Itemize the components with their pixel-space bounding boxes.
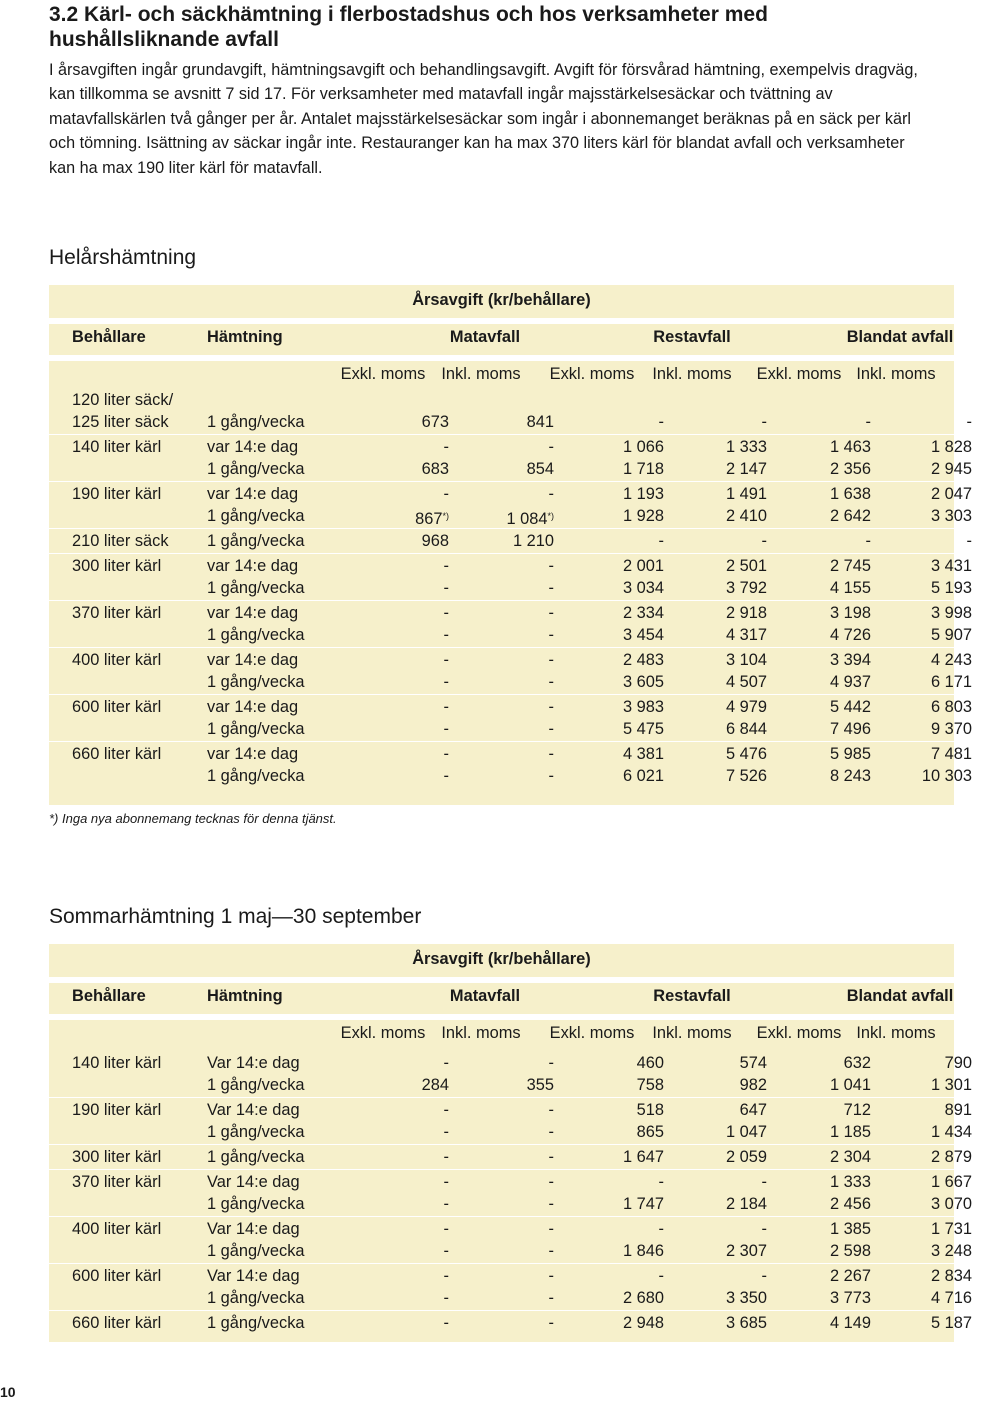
container-cell: 660 liter kärl [72, 745, 162, 763]
fee-value: 5 985 [829, 745, 871, 763]
container-cell: 600 liter kärl [72, 698, 162, 716]
schedule-cell: 1 gång/vecka [207, 460, 305, 478]
fee-value: 1 210 [512, 532, 554, 550]
schedule-cell: 1 gång/vecka [207, 1289, 305, 1307]
fee-value: - [443, 557, 449, 575]
schedule-cell: 1 gång/vecka [207, 1076, 305, 1094]
fee-value: - [761, 413, 767, 431]
fee-value: 3 248 [930, 1242, 972, 1260]
fee-value: 1 718 [622, 460, 664, 478]
schedule-cell: Var 14:e dag [207, 1267, 300, 1285]
fee-value: 518 [636, 1101, 664, 1119]
fee-value: 3 198 [829, 604, 871, 622]
section-title: 3.2 Kärl- och säckhämtning i flerbostadshus och hos verksamheter med hushållsliknande avfall [49, 3, 768, 51]
fee-value: - [761, 532, 767, 550]
footnote: *) Inga nya abonnemang tecknas för denna tjänst. [49, 811, 337, 826]
fee-value: 4 716 [930, 1289, 972, 1307]
fee-value: - [548, 1123, 554, 1141]
fee-value: 3 070 [930, 1195, 972, 1213]
table-separator [49, 1014, 954, 1020]
container-cell: 370 liter kärl [72, 1173, 162, 1191]
fee-value: - [761, 1220, 767, 1238]
fee-value: 2 879 [930, 1148, 972, 1166]
fee-value: - [443, 626, 449, 644]
fee-value: 790 [944, 1054, 972, 1072]
fee-value: 9 370 [930, 720, 972, 738]
row-divider [49, 1169, 954, 1170]
fee-value: - [443, 604, 449, 622]
fee-value: 1 731 [930, 1220, 972, 1238]
fee-header: Årsavgift (kr/behållare) [412, 950, 591, 968]
schedule-cell: 1 gång/vecka [207, 673, 305, 691]
fee-value: 3 104 [725, 651, 767, 669]
fee-value: - [658, 1220, 664, 1238]
fee-value: 1 828 [930, 438, 972, 456]
schedule-cell: 1 gång/vecka [207, 767, 305, 785]
fee-value: - [658, 1267, 664, 1285]
column-header: Matavfall [449, 987, 521, 1005]
schedule-cell: 1 gång/vecka [207, 626, 305, 644]
fee-value: 3 983 [622, 698, 664, 716]
fee-value: 3 773 [829, 1289, 871, 1307]
schedule-cell: Var 14:e dag [207, 1220, 300, 1238]
fee-header: Årsavgift (kr/behållare) [412, 291, 591, 309]
fee-value: 3 998 [930, 604, 972, 622]
fee-value: - [443, 1148, 449, 1166]
fee-value: 1 747 [622, 1195, 664, 1213]
table-separator [49, 318, 954, 324]
column-header: Restavfall [653, 987, 731, 1005]
fee-value: 1 463 [829, 438, 871, 456]
schedule-cell: var 14:e dag [207, 745, 299, 763]
fee-value: - [548, 1267, 554, 1285]
fee-value: - [443, 1173, 449, 1191]
fee-value: 4 243 [930, 651, 972, 669]
fee-value: - [443, 745, 449, 763]
fee-value: 3 303 [930, 507, 972, 525]
schedule-cell: 1 gång/vecka [207, 1195, 305, 1213]
row-divider [49, 553, 954, 554]
fee-value: - [443, 1314, 449, 1332]
row-divider [49, 1310, 954, 1311]
column-header: Restavfall [653, 328, 731, 346]
fee-value: 968 [421, 532, 449, 550]
schedule-cell: var 14:e dag [207, 698, 299, 716]
fee-value: 1 385 [829, 1220, 871, 1238]
fee-value: 4 937 [829, 673, 871, 691]
fee-value: 574 [739, 1054, 767, 1072]
fee-value: 5 187 [930, 1314, 972, 1332]
fee-value: 841 [526, 413, 554, 431]
fee-value: 3 685 [725, 1314, 767, 1332]
fee-value: 6 844 [725, 720, 767, 738]
fee-value: - [658, 1173, 664, 1191]
column-header: Blandat avfall [846, 987, 954, 1005]
fee-value: 683 [421, 460, 449, 478]
fee-value: 1 846 [622, 1242, 664, 1260]
fee-value: 2 267 [829, 1267, 871, 1285]
fee-value: - [443, 1289, 449, 1307]
fee-value: 1 333 [725, 438, 767, 456]
column-header: Blandat avfall [846, 328, 954, 346]
fee-value: 3 034 [622, 579, 664, 597]
fee-value: - [761, 1173, 767, 1191]
fee-value: 7 526 [725, 767, 767, 785]
fee-value: 7 481 [930, 745, 972, 763]
fee-value: 1 041 [829, 1076, 871, 1094]
fee-value: - [443, 698, 449, 716]
fee-value: 2 147 [725, 460, 767, 478]
column-header: Hämtning [207, 328, 283, 346]
fee-value: 2 680 [622, 1289, 664, 1307]
fee-value: 3 605 [622, 673, 664, 691]
page-number: 10 [0, 1384, 16, 1400]
moms-header: Exkl. moms [756, 365, 842, 383]
container-cell: 600 liter kärl [72, 1267, 162, 1285]
fee-table-summer [49, 944, 972, 1342]
table-heading-year-round: Helårshämtning [49, 246, 197, 269]
fee-value: 4 155 [829, 579, 871, 597]
fee-value: - [548, 557, 554, 575]
table-separator [49, 977, 954, 983]
fee-value: - [548, 1148, 554, 1166]
fee-value: 673 [421, 413, 449, 431]
schedule-cell: 1 gång/vecka [207, 579, 305, 597]
moms-header: Inkl. moms [652, 1024, 732, 1042]
fee-value: 2 834 [930, 1267, 972, 1285]
fee-value: - [443, 673, 449, 691]
fee-value: - [548, 1054, 554, 1072]
fee-value: 2 456 [829, 1195, 871, 1213]
fee-value: - [443, 438, 449, 456]
fee-value: 5 907 [930, 626, 972, 644]
fee-value: 1 185 [829, 1123, 871, 1141]
fee-value: 5 442 [829, 698, 871, 716]
fee-value: 758 [636, 1076, 664, 1094]
schedule-cell: var 14:e dag [207, 651, 299, 669]
fee-value: 1 066 [622, 438, 664, 456]
fee-value: 4 149 [829, 1314, 871, 1332]
fee-value: - [548, 579, 554, 597]
moms-header: Exkl. moms [340, 365, 426, 383]
container-cell: 400 liter kärl [72, 1220, 162, 1238]
schedule-cell: 1 gång/vecka [207, 1123, 305, 1141]
moms-header: Inkl. moms [441, 1024, 521, 1042]
fee-value: 2 918 [725, 604, 767, 622]
fee-value: 1 638 [829, 485, 871, 503]
fee-value: - [548, 1242, 554, 1260]
container-cell: 125 liter säck [72, 413, 169, 431]
row-divider [49, 647, 954, 648]
fee-value: - [548, 485, 554, 503]
container-cell: 190 liter kärl [72, 485, 162, 503]
fee-value: - [658, 413, 664, 431]
fee-value: - [443, 1267, 449, 1285]
schedule-cell: 1 gång/vecka [207, 1148, 305, 1166]
fee-value: - [443, 1242, 449, 1260]
fee-value: 3 792 [725, 579, 767, 597]
container-cell: 120 liter säck/ [72, 391, 174, 409]
column-header: Behållare [72, 328, 146, 346]
fee-value: 632 [843, 1054, 871, 1072]
fee-value: 1 491 [725, 485, 767, 503]
container-cell: 400 liter kärl [72, 651, 162, 669]
fee-value: 4 979 [725, 698, 767, 716]
fee-value: - [443, 485, 449, 503]
fee-value: - [658, 532, 664, 550]
fee-value: 8 243 [829, 767, 871, 785]
schedule-cell: var 14:e dag [207, 557, 299, 575]
fee-value: 2 356 [829, 460, 871, 478]
schedule-cell: var 14:e dag [207, 604, 299, 622]
schedule-cell: Var 14:e dag [207, 1054, 300, 1072]
fee-value: - [548, 604, 554, 622]
row-divider [49, 1097, 954, 1098]
intro-paragraph: I årsavgiften ingår grundavgift, hämtningsavgift och behandlingsavgift. Avgift för försvårad hämtning, exempelvis dragväg, kan tillkomma se avsnitt 7 sid 17. För verksamheter med matavfall ingår majsstärkelsesäckar och tvättning av matavfallskärlen två gånger per år. Antalet majsstärkelsesäckar som ingår i abonnemanget beräknas på en säck per kärl och tömning. Isättning av säckar ingår inte. Restauranger kan ha max 370 liters kärl för blandat avfall och verksamheter kan ha max 190 liter kärl för matavfall. [49, 61, 918, 177]
container-cell: 140 liter kärl [72, 438, 162, 456]
row-divider [49, 481, 954, 482]
fee-table-year-round [49, 285, 972, 805]
column-header: Behållare [72, 987, 146, 1005]
fee-value: 2 483 [622, 651, 664, 669]
column-header: Hämtning [207, 987, 283, 1005]
fee-value: 712 [843, 1101, 871, 1119]
fee-value: 2 184 [725, 1195, 767, 1213]
fee-value: 1 434 [930, 1123, 972, 1141]
fee-value: 2 307 [725, 1242, 767, 1260]
fee-value: 2 945 [930, 460, 972, 478]
fee-value: 3 394 [829, 651, 871, 669]
schedule-cell: Var 14:e dag [207, 1101, 300, 1119]
fee-value: 647 [739, 1101, 767, 1119]
fee-value: 2 304 [829, 1148, 871, 1166]
fee-value: - [548, 626, 554, 644]
fee-value: 7 496 [829, 720, 871, 738]
fee-value: 4 317 [725, 626, 767, 644]
row-divider [49, 741, 954, 742]
schedule-cell: 1 gång/vecka [207, 507, 305, 525]
fee-value: 10 303 [921, 767, 972, 785]
fee-value: 460 [636, 1054, 664, 1072]
row-divider [49, 434, 954, 435]
row-divider [49, 600, 954, 601]
fee-value: 1 084*) [506, 510, 554, 528]
fee-value: 2 059 [725, 1148, 767, 1166]
fee-value: 2 334 [622, 604, 664, 622]
moms-header: Inkl. moms [856, 1024, 936, 1042]
schedule-cell: var 14:e dag [207, 485, 299, 503]
moms-header: Exkl. moms [340, 1024, 426, 1042]
fee-value: - [548, 745, 554, 763]
fee-value: - [548, 767, 554, 785]
fee-value: 6 803 [930, 698, 972, 716]
fee-value: - [548, 1289, 554, 1307]
fee-value: 284 [421, 1076, 449, 1094]
fee-value: - [443, 1220, 449, 1238]
fee-value: - [548, 1220, 554, 1238]
table-heading-summer: Sommarhämtning 1 maj—30 september [49, 905, 422, 928]
fee-value: 4 381 [622, 745, 664, 763]
fee-value: 6 021 [622, 767, 664, 785]
container-cell: 660 liter kärl [72, 1314, 162, 1332]
schedule-cell: 1 gång/vecka [207, 532, 305, 550]
moms-header: Exkl. moms [756, 1024, 842, 1042]
row-divider [49, 1263, 954, 1264]
fee-value: 1 047 [725, 1123, 767, 1141]
schedule-cell: Var 14:e dag [207, 1173, 300, 1191]
fee-value: 1 647 [622, 1148, 664, 1166]
fee-value: - [443, 651, 449, 669]
fee-value: 854 [526, 460, 554, 478]
fee-value: 982 [739, 1076, 767, 1094]
fee-value: 5 476 [725, 745, 767, 763]
fee-value: - [548, 1101, 554, 1119]
fee-value: - [865, 532, 871, 550]
fee-value: - [548, 438, 554, 456]
fee-value: 1 928 [622, 507, 664, 525]
container-cell: 210 liter säck [72, 532, 169, 550]
fee-value: 867*) [415, 510, 449, 528]
container-cell: 140 liter kärl [72, 1054, 162, 1072]
fee-value: - [548, 1173, 554, 1191]
fee-value: 2 001 [622, 557, 664, 575]
fee-value: 5 475 [622, 720, 664, 738]
schedule-cell: 1 gång/vecka [207, 1314, 305, 1332]
moms-header: Exkl. moms [549, 1024, 635, 1042]
container-cell: 190 liter kärl [72, 1101, 162, 1119]
schedule-cell: 1 gång/vecka [207, 1242, 305, 1260]
fee-value: - [443, 1101, 449, 1119]
container-cell: 300 liter kärl [72, 1148, 162, 1166]
fee-value: - [548, 1314, 554, 1332]
schedule-cell: 1 gång/vecka [207, 720, 305, 738]
fee-value: 4 507 [725, 673, 767, 691]
fee-value: - [443, 720, 449, 738]
fee-value: 1 193 [622, 485, 664, 503]
row-divider [49, 694, 954, 695]
fee-value: - [443, 1123, 449, 1141]
fee-value: 4 726 [829, 626, 871, 644]
fee-value: 1 667 [930, 1173, 972, 1191]
container-cell: 300 liter kärl [72, 557, 162, 575]
fee-value: 3 350 [725, 1289, 767, 1307]
fee-value: 2 642 [829, 507, 871, 525]
fee-value: - [548, 651, 554, 669]
fee-value: 2 501 [725, 557, 767, 575]
row-divider [49, 1216, 954, 1217]
table-separator [49, 355, 954, 361]
fee-value: 1 301 [930, 1076, 972, 1094]
fee-value: 3 431 [930, 557, 972, 575]
moms-header: Inkl. moms [856, 365, 936, 383]
fee-value: - [548, 720, 554, 738]
moms-header: Inkl. moms [652, 365, 732, 383]
row-divider [49, 1144, 954, 1145]
schedule-cell: var 14:e dag [207, 438, 299, 456]
fee-value: - [966, 532, 972, 550]
fee-value: - [966, 413, 972, 431]
fee-value: 2 410 [725, 507, 767, 525]
fee-value: 2 745 [829, 557, 871, 575]
column-header: Matavfall [449, 328, 521, 346]
fee-value: 865 [636, 1123, 664, 1141]
moms-header: Inkl. moms [441, 365, 521, 383]
fee-value: 1 333 [829, 1173, 871, 1191]
fee-value: - [443, 1054, 449, 1072]
fee-value: 5 193 [930, 579, 972, 597]
fee-value: - [443, 767, 449, 785]
fee-value: - [443, 579, 449, 597]
container-cell: 370 liter kärl [72, 604, 162, 622]
fee-value: 2 047 [930, 485, 972, 503]
fee-value: - [548, 673, 554, 691]
schedule-cell: 1 gång/vecka [207, 413, 305, 431]
fee-value: - [761, 1267, 767, 1285]
fee-value: 891 [944, 1101, 972, 1119]
row-divider [49, 528, 954, 529]
fee-value: - [865, 413, 871, 431]
fee-value: 3 454 [622, 626, 664, 644]
fee-value: - [548, 698, 554, 716]
fee-value: - [548, 1195, 554, 1213]
fee-value: 2 948 [622, 1314, 664, 1332]
moms-header: Exkl. moms [549, 365, 635, 383]
fee-value: - [443, 1195, 449, 1213]
fee-value: 6 171 [930, 673, 972, 691]
fee-value: 355 [526, 1076, 554, 1094]
fee-value: 2 598 [829, 1242, 871, 1260]
